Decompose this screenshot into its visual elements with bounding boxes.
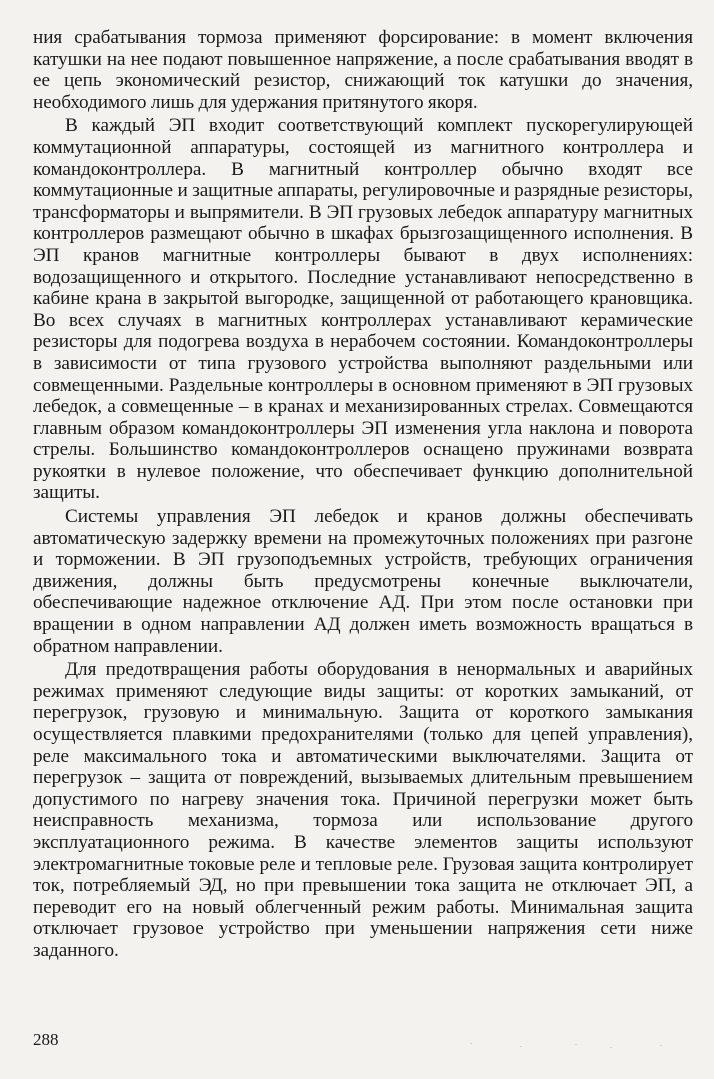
scan-speckle: [660, 1045, 662, 1046]
body-text: [33, 27, 693, 964]
scan-speckle: [610, 1047, 612, 1048]
scan-speckle: [575, 1044, 577, 1045]
scan-speckle: [470, 1043, 472, 1044]
paragraph-protection: Для предотвращения работы оборудования в ненормальных и аварийных режимах применяют следующие виды защиты: от коротких замыканий, от перегрузок, грузовую и минимальную. Защита от короткого замыкания осуществляется плавкими предохранителями (только для цепей управления), реле максимального тока и автоматическими выключателями. Защита от перегрузок – защита от повреждений, вызываемых длительным превышением допустимого по нагреву значения тока. Причиной перегрузки может быть неисправность механизма, тормоза или использование другого эксплуатационного режима. В качестве элементов защиты используют электромагнитные токовые реле и тепловые реле. Грузовая защита контролирует ток, потребляемый ЭД, но при превышении тока защита не отключает ЭП, а переводит его на новый облегченный режим работы. Минимальная защита отключает грузовое устройство при уменьшении напряжения сети ниже заданного.: [33, 659, 693, 961]
paragraph-control-equipment: В каждый ЭП входит соответствующий комплект пускорегулирующей коммутационной аппаратуры, состоящей из магнитного контроллера и командоконтроллера. В магнитный контроллер обычно входят все коммутационные и защитные аппараты, регулировочные и разрядные резисторы, трансформаторы и выпрямители. В ЭП грузовых лебедок аппаратуру магнитных контроллеров размещают обычно в шкафах брызгозащищенного исполнения. В ЭП кранов магнитные контроллеры бывают в двух исполнениях: водозащищенного и открытого. Последние устанавливают непосредственно в кабине крана в закрытой выгородке, защищенной от работающего крановщика. Во всех случаях в магнитных контроллерах устанавливают керамические резисторы для подогрева воздуха в нерабочем состоянии. Командоконтроллеры в зависимости от типа грузового устройства выполняют раздельными или совмещенными. Раздельные контроллеры в основном применяют в ЭП грузовых лебедок, а совмещенные – в кранах и механизированных стрелах. Совмещаются главным образом командоконтроллеры ЭП изменения угла наклона и поворота стрелы. Большинство командоконтроллеров оснащено пружинами возврата рукоятки в нулевое положение, что обеспечивает функцию дополнительной защиты.: [33, 115, 693, 504]
paragraph-continuation: ния срабатывания тормоза применяют форсирование: в момент включения катушки на нее подают повышенное напряжение, а после срабатывания вводят в ее цепь экономический резистор, снижающий ток катушки до значения, необходимого лишь для удержания притянутого якоря.: [33, 27, 693, 113]
scan-speckle: [520, 1046, 522, 1047]
paragraph-control-systems: Системы управления ЭП лебедок и кранов должны обеспечивать автоматическую задержку времени на промежуточных положениях при разгоне и торможении. В ЭП грузоподъемных устройств, требующих ограничения движения, должны быть предусмотрены конечные выключатели, обеспечивающие надежное отключение АД. При этом после остановки при вращении в одном направлении АД должен иметь возможность вращаться в обратном направлении.: [33, 506, 693, 657]
page-number: 288: [33, 1030, 59, 1049]
